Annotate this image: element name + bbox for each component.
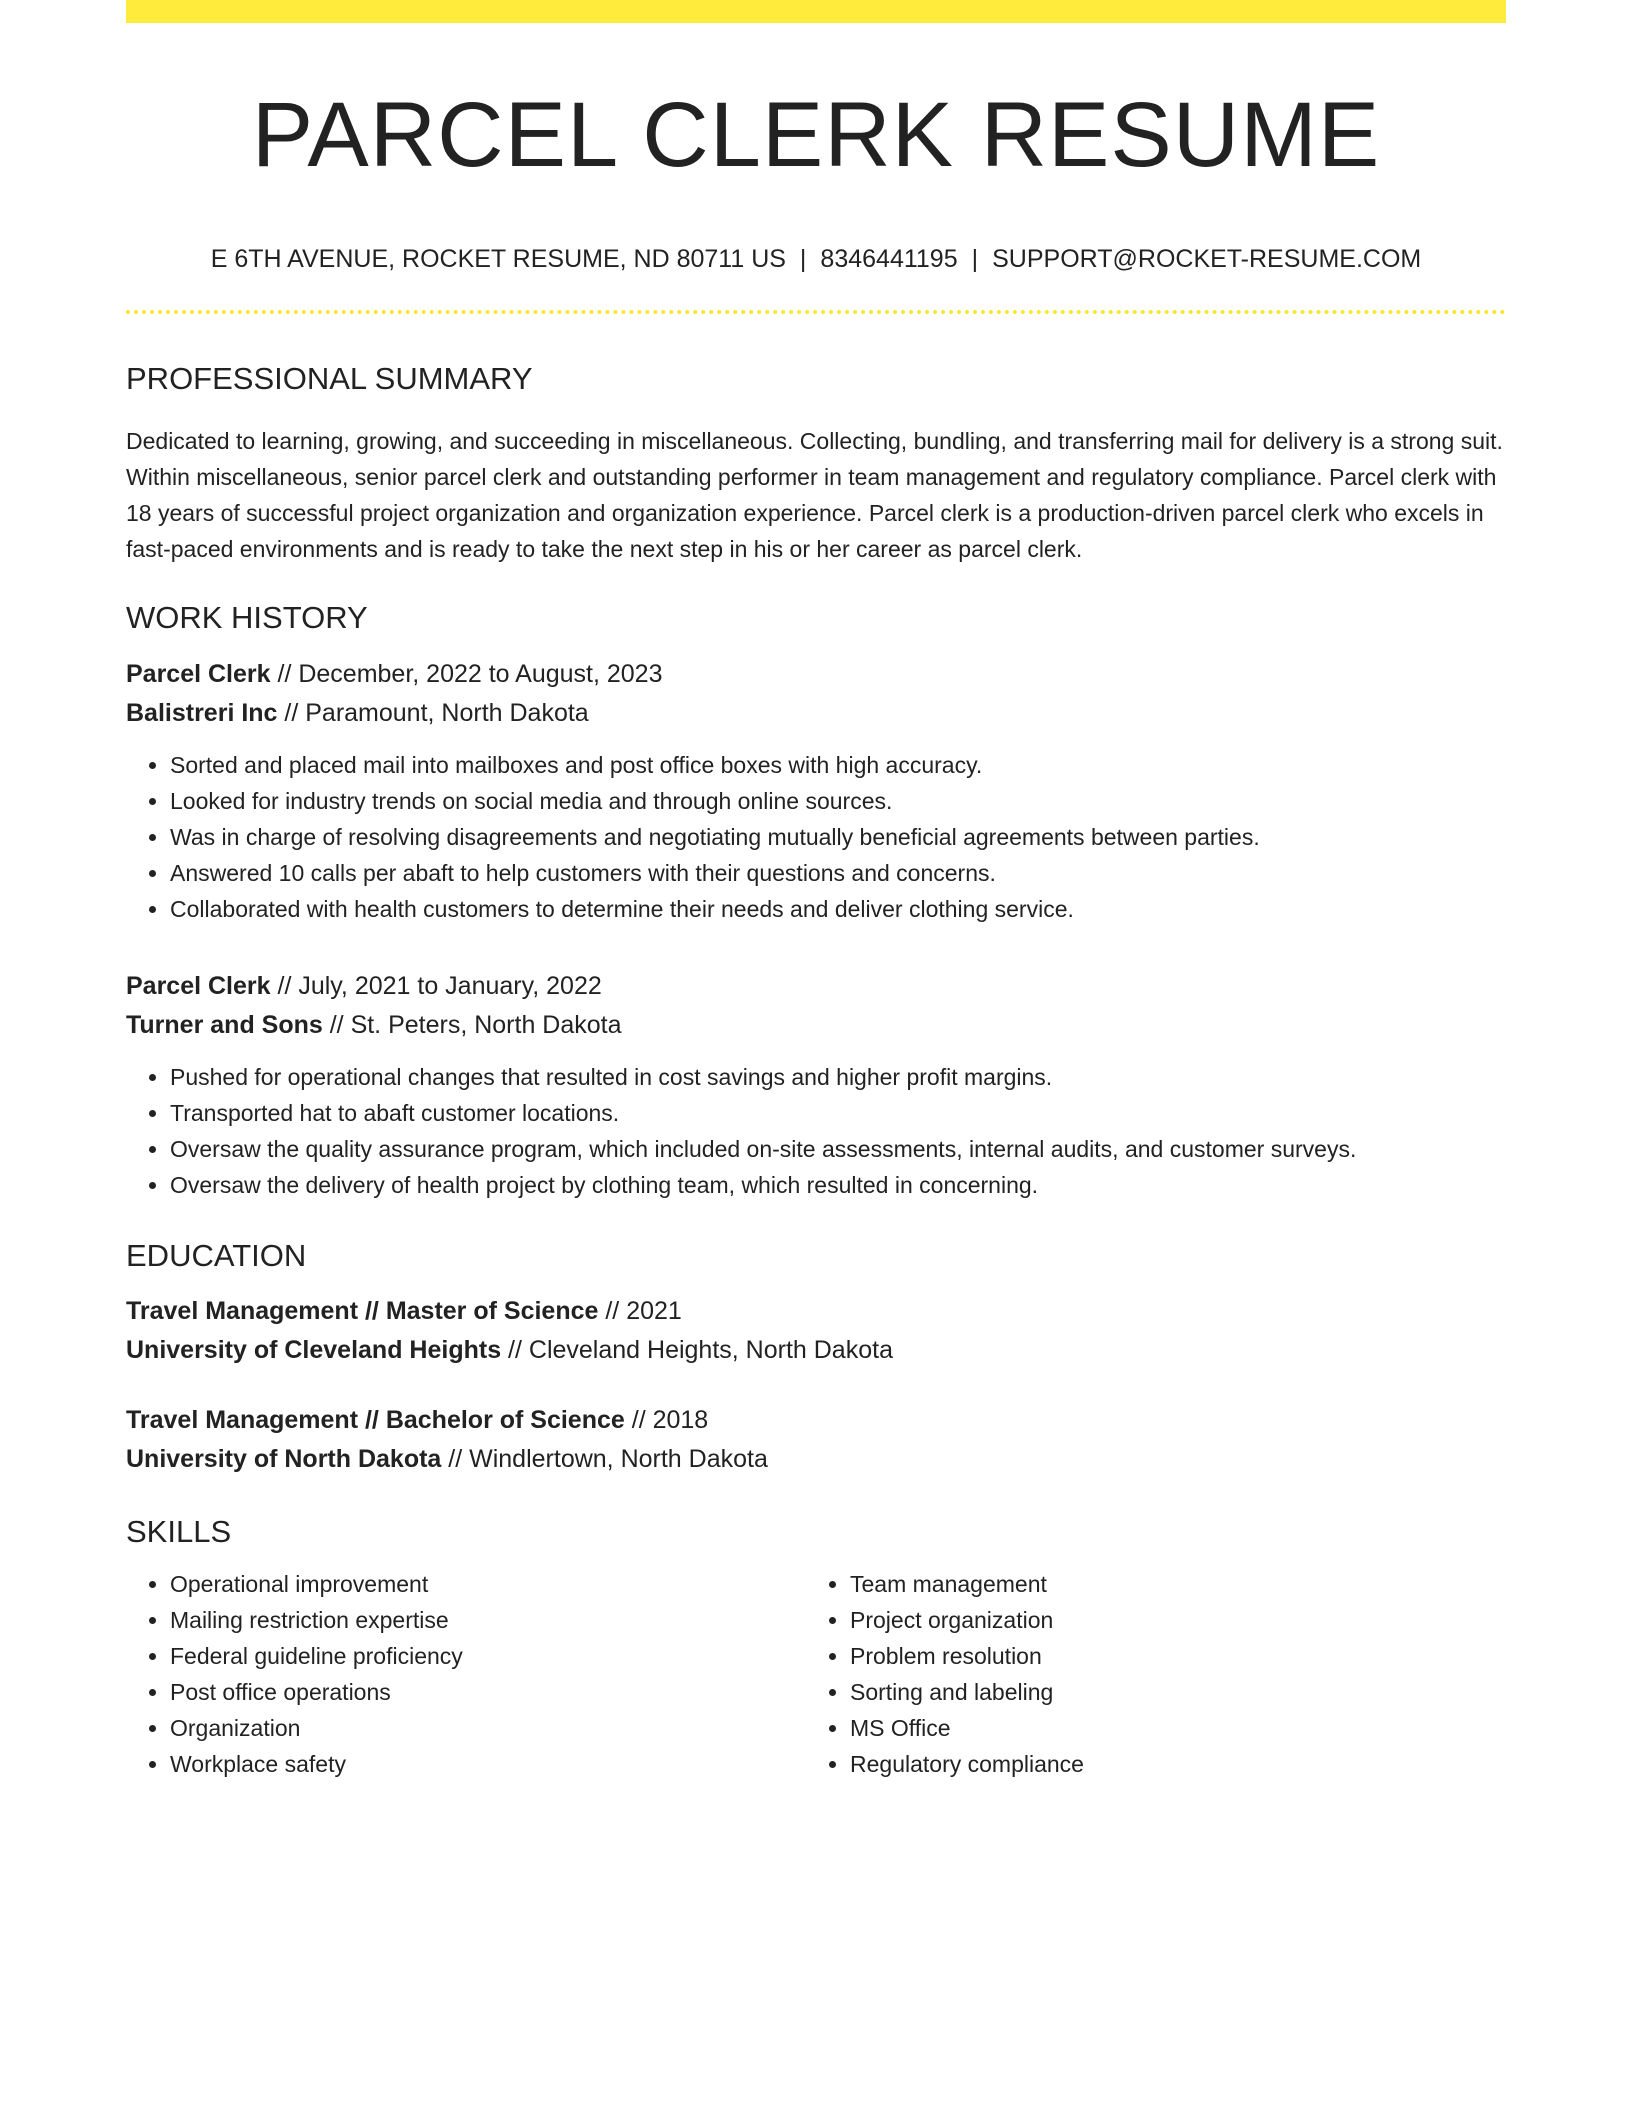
skill-item: • Sorting and labeling bbox=[850, 1674, 1486, 1710]
job-location: // St. Peters, North Dakota bbox=[322, 1010, 622, 1039]
contact-phone: 8346441195 bbox=[820, 245, 958, 274]
job-dates: // July, 2021 to January, 2022 bbox=[270, 971, 602, 1000]
education-year: // 2018 bbox=[624, 1405, 709, 1434]
education-school-line bbox=[126, 1331, 1506, 1370]
education-location: // Cleveland Heights, North Dakota bbox=[501, 1335, 893, 1364]
education-degree: Travel Management // Bachelor of Science bbox=[126, 1405, 625, 1434]
list-item: • Pushed for operational changes that resulted in cost savings and higher profit margins. bbox=[170, 1059, 1506, 1095]
education-entry bbox=[126, 1292, 1506, 1370]
skill-item: • MS Office bbox=[850, 1710, 1486, 1746]
job-company-line bbox=[126, 694, 1506, 733]
section-title-work-history: WORK HISTORY bbox=[126, 600, 368, 636]
list-item: • Collaborated with health customers to determine their needs and deliver clothing service. bbox=[170, 891, 1506, 927]
contact-email: SUPPORT@ROCKET-RESUME.COM bbox=[992, 245, 1422, 274]
summary-text: Dedicated to learning, growing, and succeeding in miscellaneous. Collecting, bundling, and transferring mail for delivery is a strong suit. Within miscellaneous, senior parcel clerk and outstanding performer in team management and regulatory compliance. Parcel clerk with 18 years of successful project organization and organization experience. Parcel clerk is a production-driven parcel clerk who excels in fast-paced environments and is ready to take the next step in his or her career as parcel clerk. bbox=[126, 428, 1503, 563]
job-title-line bbox=[126, 655, 1506, 694]
skill-item: • Project organization bbox=[850, 1602, 1486, 1638]
job-company: Turner and Sons bbox=[126, 1010, 323, 1039]
contact-separator: | bbox=[971, 245, 979, 274]
job-dates: // December, 2022 to August, 2023 bbox=[270, 659, 663, 688]
education-school: University of North Dakota bbox=[126, 1444, 442, 1473]
contact-line bbox=[126, 244, 1506, 274]
resume-title: PARCEL CLERK RESUME bbox=[251, 84, 1381, 186]
education-degree: Travel Management // Master of Science bbox=[126, 1296, 599, 1325]
education-degree-line bbox=[126, 1401, 1506, 1440]
contact-separator: | bbox=[799, 245, 807, 274]
skill-item: • Post office operations bbox=[170, 1674, 806, 1710]
resume-page bbox=[126, 0, 1506, 1782]
education-degree-line bbox=[126, 1292, 1506, 1331]
list-item: • Oversaw the delivery of health project by clothing team, which resulted in concerning. bbox=[170, 1167, 1506, 1203]
list-item: • Looked for industry trends on social media and through online sources. bbox=[170, 783, 1506, 819]
skills-columns bbox=[126, 1566, 1506, 1782]
job-entry bbox=[126, 655, 1506, 927]
list-item: • Sorted and placed mail into mailboxes and post office boxes with high accuracy. bbox=[170, 747, 1506, 783]
list-item: • Transported hat to abaft customer locations. bbox=[170, 1095, 1506, 1131]
list-item: • Oversaw the quality assurance program, which included on-site assessments, internal audits, and customer surveys. bbox=[170, 1131, 1506, 1167]
education-location: // Windlertown, North Dakota bbox=[441, 1444, 768, 1473]
education-school: University of Cleveland Heights bbox=[126, 1335, 502, 1364]
skill-item: • Operational improvement bbox=[170, 1566, 806, 1602]
skill-item: • Regulatory compliance bbox=[850, 1746, 1486, 1782]
job-role: Parcel Clerk bbox=[126, 971, 271, 1000]
job-company-line bbox=[126, 1006, 1506, 1045]
contact-address: E 6TH AVENUE, ROCKET RESUME, ND 80711 US bbox=[210, 245, 786, 274]
skills-list-left bbox=[126, 1566, 806, 1782]
skill-item: • Organization bbox=[170, 1710, 806, 1746]
accent-bar bbox=[126, 0, 1506, 23]
section-title-education: EDUCATION bbox=[126, 1237, 307, 1273]
section-title-skills: SKILLS bbox=[126, 1513, 232, 1549]
dotted-divider bbox=[126, 310, 1506, 314]
job-bullet-list bbox=[126, 747, 1506, 927]
skill-item: • Mailing restriction expertise bbox=[170, 1602, 806, 1638]
education-school-line bbox=[126, 1440, 1506, 1479]
job-company: Balistreri Inc bbox=[126, 698, 278, 727]
job-location: // Paramount, North Dakota bbox=[277, 698, 589, 727]
skill-item: • Federal guideline proficiency bbox=[170, 1638, 806, 1674]
section-title-summary: PROFESSIONAL SUMMARY bbox=[126, 361, 533, 397]
list-item: • Answered 10 calls per abaft to help customers with their questions and concerns. bbox=[170, 855, 1506, 891]
skill-item: • Workplace safety bbox=[170, 1746, 806, 1782]
job-bullet-list bbox=[126, 1059, 1506, 1203]
job-title-line bbox=[126, 967, 1506, 1006]
job-role: Parcel Clerk bbox=[126, 659, 271, 688]
education-year: // 2021 bbox=[598, 1296, 682, 1325]
job-entry bbox=[126, 967, 1506, 1203]
list-item: • Was in charge of resolving disagreements and negotiating mutually beneficial agreements between parties. bbox=[170, 819, 1506, 855]
skill-item: • Problem resolution bbox=[850, 1638, 1486, 1674]
education-entry bbox=[126, 1401, 1506, 1479]
skill-item: • Team management bbox=[850, 1566, 1486, 1602]
skills-list-right bbox=[806, 1566, 1486, 1782]
